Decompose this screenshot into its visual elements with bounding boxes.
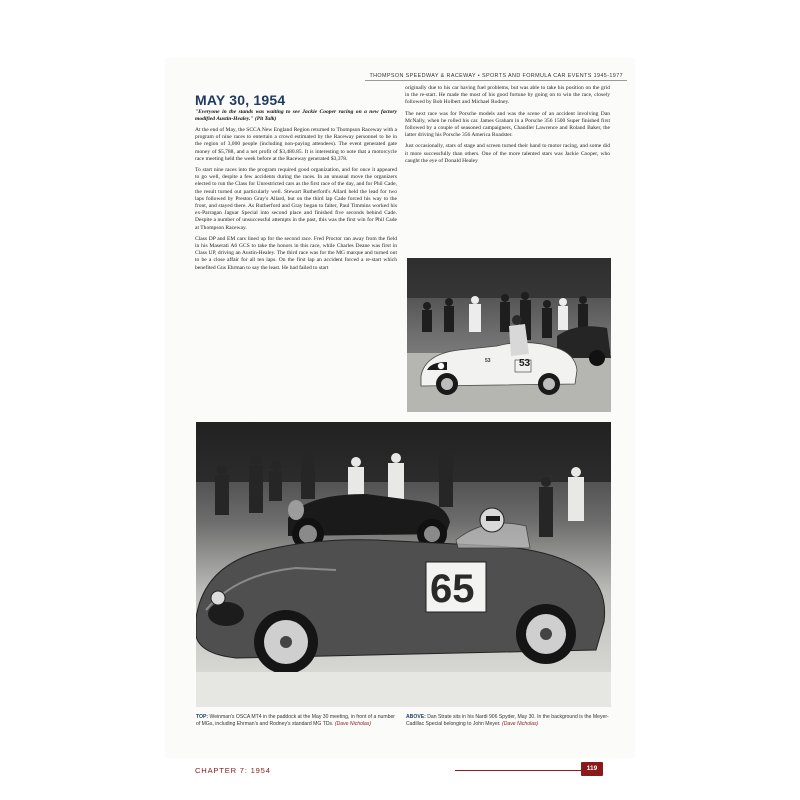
- paragraph: Just occasionally, stars of stage and screen turned their hand to motor racing, and some did it more successfully than others. One of the more talented stars was Jackie Cooper, who caught the eye of Donald Healey: [405, 143, 610, 164]
- pull-quote: [195, 109, 397, 123]
- paragraph: The next race was for Porsche models and was the scene of an accident involving Dan McNally, when he rolled his car. James Graham in a Porsche 356 1500 Super finished first followed by a couple of seasoned campaigners, Chandler Lawrence and Roland Baker, the latter driving his Porsche 356 America Roadster.: [405, 110, 610, 139]
- paragraph: To start nine races into the program required good organization, and for once it appeared to go well, despite a few accidents during the races. In an unusual move the organizers elected to run the Class for Unrestricted cars as the first race of the day, and for Phil Cade, the result turned out particularly well. Stewart Rutherford's Allard held the lead for two laps followed by Preston Gray's Allard, but on the third lap Cade forced his way to the front, and stayed there. As Rutherford and Gray began to falter, Paul Timmins worked his ex-Parragan Jaguar Special into second place and finished five seconds behind Cade. Despite a number of unsuccessful attempts in the past, this was the first win for Phil Cade at Thompson Raceway.: [195, 167, 397, 231]
- caption-credit: (Dave Nicholas): [334, 720, 372, 727]
- date-heading: MAY 30, 1954: [195, 92, 286, 108]
- photo-osca-paddock: [407, 258, 611, 412]
- caption-credit: (Dave Nicholas): [502, 720, 539, 727]
- paragraph: Class DP and EM cars lined up for the second race. Fred Proctor ran away from the field in his Maserati A6 GCS to take the honors in this race, while Charles Deane was first in Class UP, driving an Austin-Healey. The third race was for the MG marque and turned out to be a close affair for all ten laps. On the first lap an accident forced a re-start which benefited Gus Ehrman to say the least. He had failed to start: [195, 235, 397, 271]
- caption-above: [406, 714, 611, 727]
- page-number: 119: [581, 762, 603, 776]
- caption-label: ABOVE:: [406, 714, 426, 720]
- running-head: THOMPSON SPEEDWAY & RACEWAY • SPORTS AND FORMULA CAR EVENTS 1945-1977: [369, 73, 623, 79]
- car-number-65: 65: [430, 567, 475, 611]
- book-page: [165, 58, 635, 775]
- caption-label: TOP:: [196, 714, 209, 720]
- photo-nardi-spyder: [196, 422, 611, 707]
- pull-quote-credit: (Pit Talk): [254, 116, 277, 122]
- footer-rule: [455, 770, 581, 771]
- right-column: [405, 85, 610, 169]
- caption-text: Weinman's OSCA MT4 in the paddock at the May 30 meeting, in front of a number of MGs, including Ehrman's and Rodney's standard MG TDs.: [196, 714, 395, 727]
- paragraph: At the end of May, the SCCA New England Region returned to Thompson Raceway with a program of nine races to entertain a crowd estimated by the Raceway personnel to be in the region of 3,000 people (including non-paying attendees). The event generated gate money of $5,788, and a net profit of $3,480.85. It is interesting to note that a motorcycle race meeting held the week before at the Raceway generated $3,378.: [195, 127, 397, 162]
- caption-top: [196, 714, 396, 727]
- chapter-footer: CHAPTER 7: 1954: [195, 766, 271, 775]
- caption-text: Dan Strate sits in his Nardi 906 Spyder, May 30. In the background is the Meyer-Cadillac Special belonging to John Meyer.: [406, 714, 609, 727]
- car-number-53: 53: [519, 358, 531, 369]
- left-column: [195, 92, 397, 276]
- paragraph: originally due to his car having fuel problems, but was able to take his position on the grid in the re-start. He made the most of his good fortune by going on to win the race, closely followed by Bob Holbert and Michael Rodney.: [405, 85, 610, 106]
- car-number-53-nose: 53: [485, 358, 491, 364]
- pull-quote-text: "Everyone in the stands was waiting to see Jackie Cooper racing on a new factory modified Austin-Healey.": [195, 109, 397, 122]
- header-rule: [365, 80, 627, 81]
